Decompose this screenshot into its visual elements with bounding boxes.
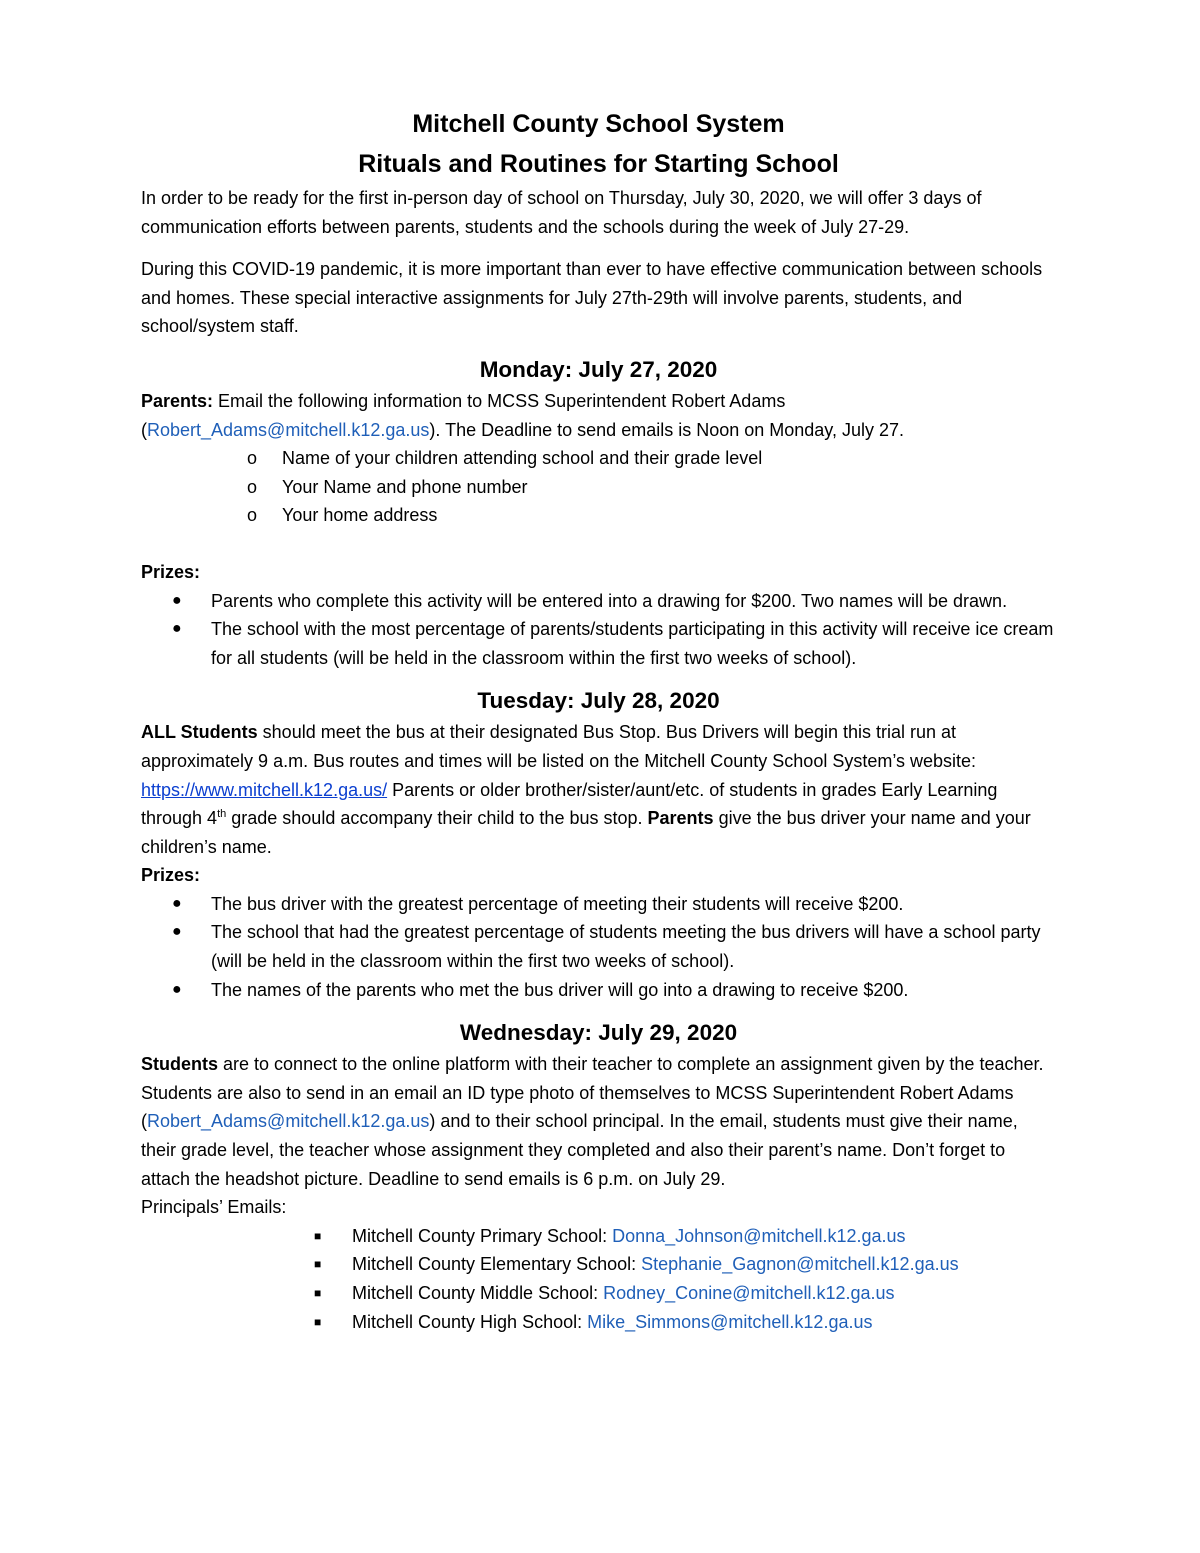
- list-item: ■ Mitchell County High School: Mike_Simmons@mitchell.k12.ga.us: [141, 1308, 1056, 1337]
- bullet-icon: ●: [172, 980, 182, 998]
- monday-instructions: [141, 387, 1056, 444]
- monday-lead-text: Email the following information to MCSS Superintendent Robert Adams (: [141, 390, 786, 440]
- intro-paragraph-2: During this COVID-19 pandemic, it is more important than ever to have effective communication between schools and homes. These special interactive assignments for July 27th-29th will involve parents, students, and school/system staff.: [141, 259, 1043, 337]
- document-body: [141, 104, 1056, 1336]
- list-item: ■ Mitchell County Middle School: Rodney_Conine@mitchell.k12.ga.us: [141, 1279, 1056, 1308]
- wednesday-lead-label: Students: [141, 1054, 219, 1075]
- square-bullet-icon: ■: [314, 1314, 322, 1329]
- wednesday-email-link[interactable]: Robert_Adams@mitchell.k12.ga.us: [147, 1111, 430, 1132]
- square-bullet-icon: ■: [314, 1286, 322, 1300]
- wednesday-instructions: Students are to connect to the online platform with their teacher to complete an assignment given by the teacher. Students are also to send in an email an ID type photo of themselves to MCSS Superintendent Robert Adams (Robert_Adams@mitchell.k12.ga.us) and to their school principal. In the email, students must give their name, their grade level, the teacher whose assignment they completed and also their parent’s name. Don’t forget to attach the headshot picture. Deadline to send emails is 6 p.m. on July 29.: [141, 1054, 1044, 1189]
- list-item: ■ Mitchell County Primary School: Donna_Johnson@mitchell.k12.ga.us: [141, 1222, 1056, 1251]
- monday-email-link[interactable]: Robert_Adams@mitchell.k12.ga.us: [147, 419, 430, 440]
- square-bullet-icon: ■: [314, 1257, 322, 1272]
- principal-email-link[interactable]: Rodney_Conine@mitchell.k12.ga.us: [603, 1283, 895, 1303]
- bullet-icon: ●: [172, 923, 182, 941]
- square-bullet-icon: ■: [314, 1228, 322, 1243]
- list-item: ● Parents who complete this activity will be entered into a drawing for $200. Two names will be drawn.: [141, 587, 1056, 616]
- list-item: ● The names of the parents who met the bus driver will go into a drawing to receive $200.: [141, 976, 1056, 1005]
- monday-heading: Monday: July 27, 2020: [479, 356, 718, 382]
- monday-deadline-text: ). The Deadline to send emails is Noon on Monday, July 27.: [429, 419, 904, 440]
- list-item: ■ Mitchell County Elementary School: Stephanie_Gagnon@mitchell.k12.ga.us: [141, 1250, 1056, 1279]
- tuesday-prizes-list: [141, 890, 1056, 1004]
- circle-bullet-icon: o: [247, 505, 258, 526]
- monday-prizes-label: Prizes:: [141, 561, 201, 582]
- page-subtitle: Rituals and Routines for Starting School: [358, 150, 839, 178]
- website-link[interactable]: https://www.mitchell.k12.ga.us/: [141, 779, 388, 800]
- principal-email-link[interactable]: Stephanie_Gagnon@mitchell.k12.ga.us: [641, 1254, 959, 1275]
- principals-list: [141, 1222, 1056, 1336]
- list-item: o Name of your children attending school and their grade level: [141, 444, 1056, 473]
- wednesday-heading: Wednesday: July 29, 2020: [459, 1020, 738, 1046]
- intro-paragraph-1: In order to be ready for the first in-person day of school on Thursday, July 30, 2020, we will offer 3 days of communication efforts between parents, students and the schools during the week of July 27-29.: [141, 188, 982, 237]
- bullet-icon: ●: [172, 894, 182, 912]
- list-item: ● The bus driver with the greatest percentage of meeting their students will receive $200.: [141, 890, 1056, 919]
- list-item: ● The school that had the greatest percentage of students meeting the bus drivers will have a school party (will be held in the classroom within the first two weeks of school).: [141, 918, 1056, 975]
- list-item: o Your Name and phone number: [141, 473, 1056, 502]
- tuesday-parents-label: Parents: [647, 808, 714, 829]
- tuesday-heading: Tuesday: July 28, 2020: [477, 688, 720, 714]
- list-item: ● The school with the most percentage of parents/students participating in this activity will receive ice cream for all students (will be held in the classroom within the first two weeks of school).: [141, 615, 1056, 672]
- bullet-icon: ●: [172, 620, 182, 638]
- monday-info-list: [141, 444, 1056, 530]
- page-title: Mitchell County School System: [412, 110, 785, 138]
- tuesday-prizes-label: Prizes:: [141, 865, 201, 886]
- tuesday-lead-label: ALL Students: [141, 722, 258, 743]
- list-item: o Your home address: [141, 501, 1056, 530]
- monday-lead-label: Parents:: [141, 390, 214, 411]
- principal-email-link[interactable]: Donna_Johnson@mitchell.k12.ga.us: [612, 1225, 906, 1246]
- circle-bullet-icon: o: [247, 448, 258, 469]
- circle-bullet-icon: o: [247, 476, 258, 497]
- tuesday-instructions: ALL Students should meet the bus at their designated Bus Stop. Bus Drivers will begin this trial run at approximately 9 a.m. Bus routes and times will be listed on the Mitchell County School System’s website: https://www.mitchell.k12.ga.us/ Parents or older brother/sister/aunt/etc. of students in grades Early Learning through 4th grade should accompany their child to the bus stop. Parents give the bus driver your name and your children’s name.: [141, 722, 1031, 857]
- principals-label: Principals’ Emails:: [141, 1197, 287, 1218]
- monday-prizes-list: [141, 587, 1056, 673]
- bullet-icon: ●: [172, 591, 182, 609]
- principal-email-link[interactable]: Mike_Simmons@mitchell.k12.ga.us: [587, 1311, 873, 1332]
- spacer: [141, 530, 1056, 558]
